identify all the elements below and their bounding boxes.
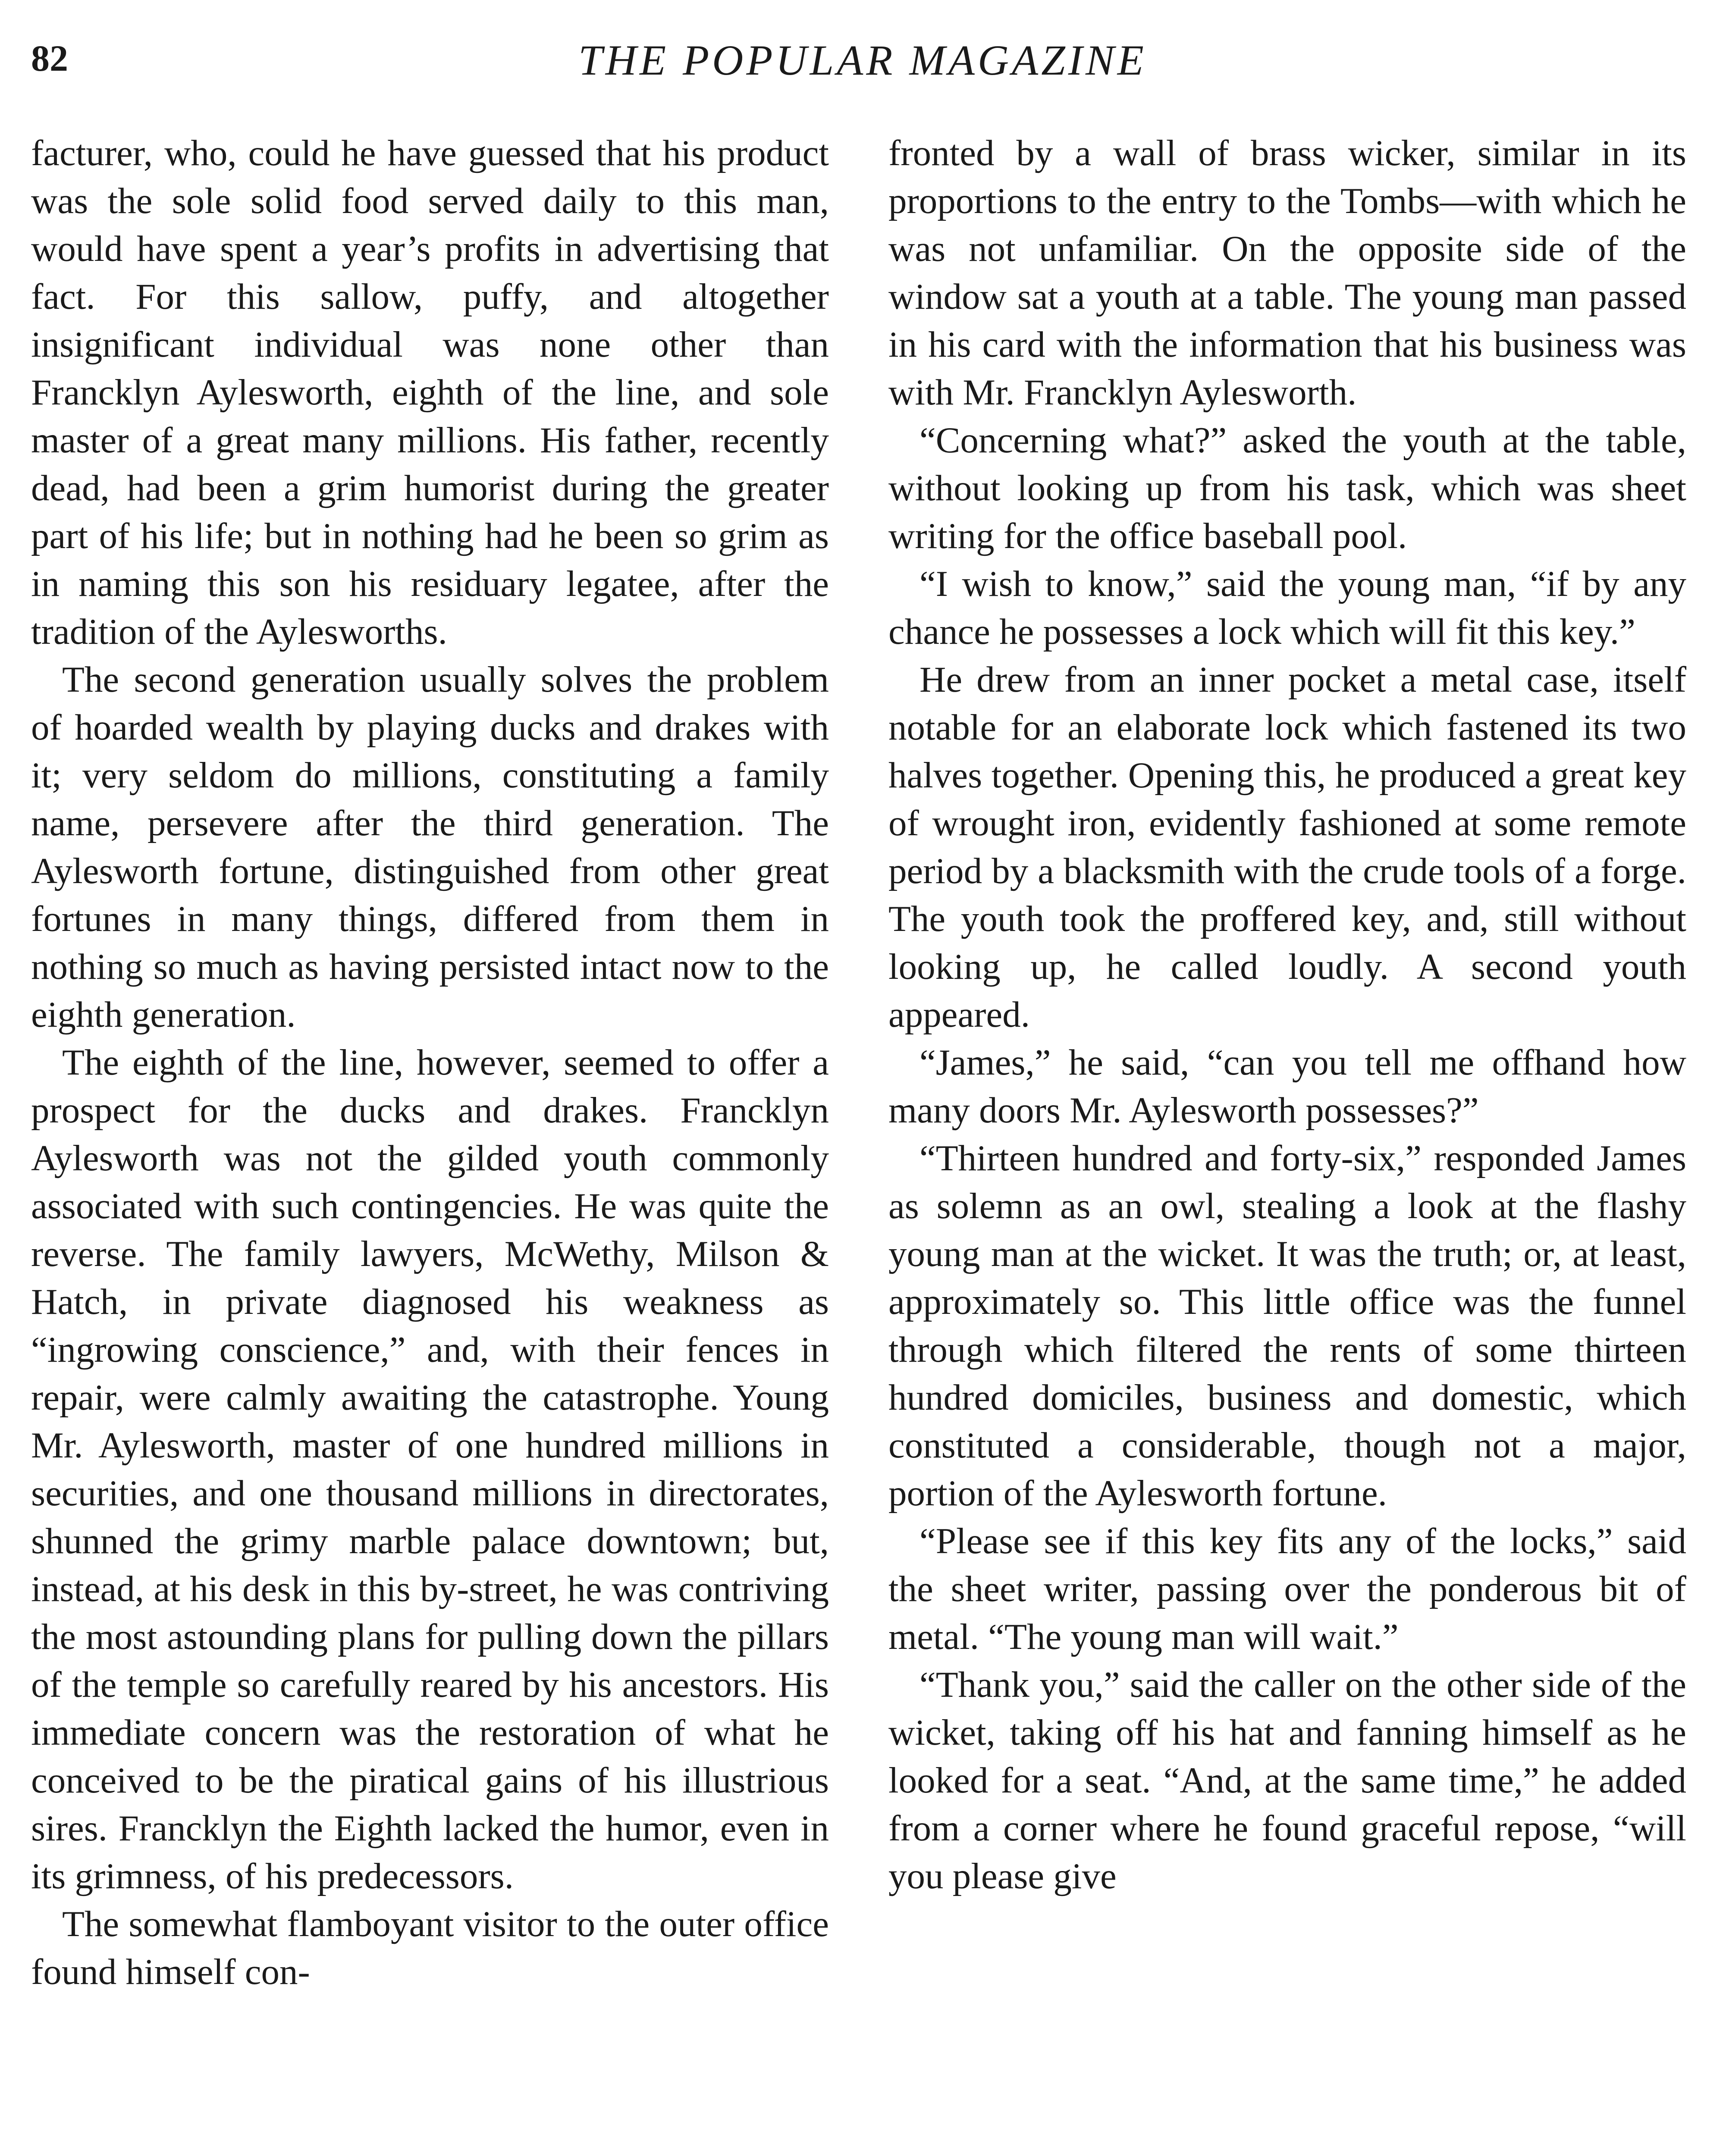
paragraph: “Concerning what?” asked the youth at the table, without looking up from his task, which was sheet writing for the office baseball pool. — [888, 420, 1686, 556]
paragraph: “Please see if this key fits any of the locks,” said the sheet writer, passing over the ponderous bit of metal. “The young man will wait.” — [888, 1521, 1686, 1657]
paragraph: He drew from an inner pocket a metal case, itself notable for an elaborate lock which fastened its two halves together. Opening this, he produced a great key of wrought iron, evidently fashioned at some remote period by a blacksmith with the crude tools of a forge. The youth took the proffered key, and, still without looking up, he called loudly. A second youth appeared. — [888, 659, 1686, 1035]
paragraph: fronted by a wall of brass wicker, similar in its proportions to the entry to the Tombs—with which he was not unfamiliar. On the opposite side of the window sat a youth at a table. The young man passed in his card with the information that his business was with Mr. Francklyn Aylesworth. — [888, 133, 1686, 413]
paragraph: “I wish to know,” said the young man, “if by any chance he possesses a lock which will fit this key.” — [888, 564, 1686, 652]
paragraph: The somewhat flamboyant visitor to the outer office found himself con- — [31, 1904, 829, 1992]
right-column — [888, 129, 1686, 1900]
page-number: 82 — [31, 38, 68, 79]
paragraph: The eighth of the line, however, seemed to offer a prospect for the ducks and drakes. Francklyn Aylesworth was not the gilded youth commonly associated with such contingencies. He was quite the reverse. The family lawyers, McWethy, Milson & Hatch, in private diagnosed his weakness as “ingrowing conscience,” and, with their fences in repair, were calmly awaiting the catastrophe. Young Mr. Aylesworth, master of one hundred millions in securities, and one thousand millions in directorates, shunned the grimy marble palace downtown; but, instead, at his desk in this by-street, he was contriving the most astounding plans for pulling down the pillars of the temple so carefully reared by his ancestors. His immediate concern was the restoration of what he conceived to be the piratical gains of his illustrious sires. Francklyn the Eighth lacked the humor, even in its grimness, of his predecessors. — [31, 1042, 829, 1896]
left-column — [31, 129, 829, 1996]
paragraph: “James,” he said, “can you tell me offhand how many doors Mr. Aylesworth possesses?” — [888, 1042, 1686, 1131]
running-head-title: THE POPULAR MAGAZINE — [578, 36, 1147, 84]
paragraph: “Thirteen hundred and forty-six,” responded James as solemn as an owl, stealing a look at the flashy young man at the wicket. It was the truth; or, at least, approximately so. This little office was the funnel through which filtered the rents of some thirteen hundred domiciles, business and domestic, which constituted a considerable, though not a major, portion of the Aylesworth fortune. — [888, 1138, 1686, 1514]
paragraph: facturer, who, could he have guessed that his product was the sole solid food served daily to this man, would have spent a year’s profits in advertising that fact. For this sallow, puffy, and altogether insignificant individual was none other than Francklyn Aylesworth, eighth of the line, and sole master of a great many millions. His father, recently dead, had been a grim humorist during the greater part of his life; but in nothing had he been so grim as in naming this son his residuary legatee, after the tradition of the Aylesworths. — [31, 133, 829, 652]
paragraph: “Thank you,” said the caller on the other side of the wicket, taking off his hat and fanning himself as he looked for a seat. “And, at the same time,” he added from a corner where he found graceful repose, “will you please give — [888, 1664, 1686, 1896]
paragraph: The second generation usually solves the problem of hoarded wealth by playing ducks and drakes with it; very seldom do millions, constituting a family name, persevere after the third generation. The Aylesworth fortune, distinguished from other great fortunes in many things, differed from them in nothing so much as having persisted intact now to the eighth generation. — [31, 659, 829, 1035]
